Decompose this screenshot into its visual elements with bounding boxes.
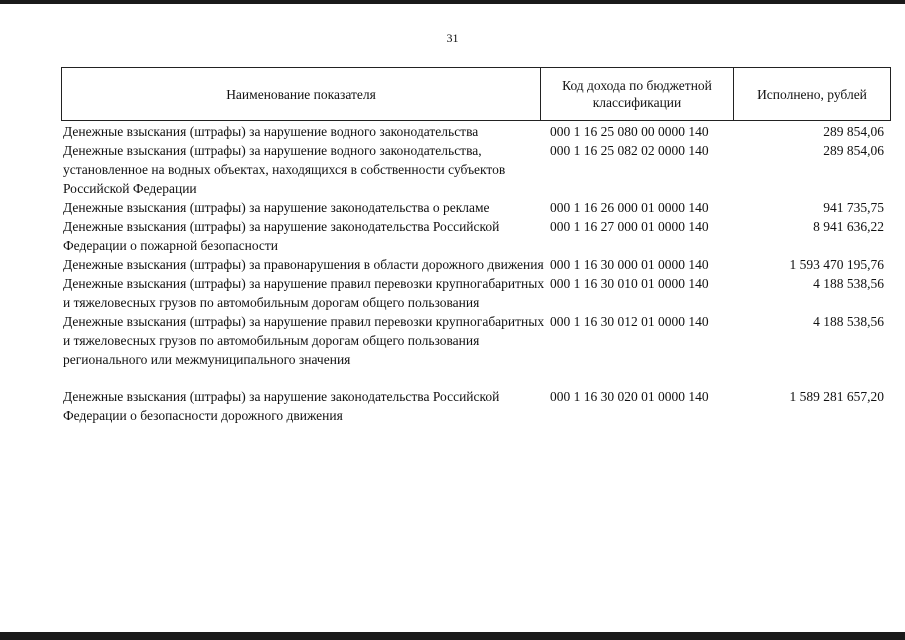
row-name: Денежные взыскания (штрафы) за нарушение правил перевозки крупногабаритных и тяжеловесных грузов по автомобильным дорогам общего пользования регионального или межмуниципального значения: [63, 314, 545, 367]
row-amount: 4 188 538,56: [813, 314, 884, 329]
table-row: [63, 198, 891, 217]
row-amount: 941 735,75: [823, 200, 884, 215]
row-code: 000 1 16 25 080 00 0000 140: [550, 124, 709, 139]
row-amount: 289 854,06: [823, 143, 884, 158]
row-code: 000 1 16 30 000 01 0000 140: [550, 257, 709, 272]
table-row: [63, 217, 891, 255]
page-number: 31: [446, 31, 459, 45]
row-code: 000 1 16 25 082 02 0000 140: [550, 143, 709, 158]
table-row: [63, 122, 891, 141]
row-amount: 4 188 538,56: [813, 276, 884, 291]
bottom-border: [0, 632, 905, 640]
row-code: 000 1 16 30 010 01 0000 140: [550, 276, 709, 291]
row-name: Денежные взыскания (штрафы) за нарушение законодательства о рекламе: [63, 200, 490, 215]
row-name: Денежные взыскания (штрафы) за нарушение законодательства Российской Федерации о пожарной безопасности: [63, 219, 500, 253]
row-code: 000 1 16 26 000 01 0000 140: [550, 200, 709, 215]
table-row: [63, 141, 891, 198]
header-code: Код дохода по бюджетной классификации: [541, 68, 734, 120]
row-name: Денежные взыскания (штрафы) за нарушение водного законодательства: [63, 124, 479, 139]
table-row: [63, 312, 891, 369]
table-body: [63, 122, 891, 425]
table-row: [63, 387, 891, 425]
top-border: [0, 0, 905, 4]
row-name: Денежные взыскания (штрафы) за нарушение законодательства Российской Федерации о безопасности дорожного движения: [63, 389, 500, 423]
row-name: Денежные взыскания (штрафы) за нарушение правил перевозки крупногабаритных и тяжеловесных грузов по автомобильным дорогам общего пользования: [63, 276, 545, 310]
row-name: Денежные взыскания (штрафы) за правонарушения в области дорожного движения: [63, 257, 544, 272]
row-name: Денежные взыскания (штрафы) за нарушение водного законодательства, установленное на водных объектах, находящихся в собственности субъектов Российской Федерации: [63, 143, 506, 196]
header-amount: Исполнено, рублей: [757, 86, 867, 102]
row-amount: 1 589 281 657,20: [789, 389, 884, 404]
table-row: [63, 274, 891, 312]
row-amount: 1 593 470 195,76: [789, 257, 884, 272]
row-code: 000 1 16 30 012 01 0000 140: [550, 314, 709, 329]
row-code: 000 1 16 27 000 01 0000 140: [550, 219, 709, 234]
table-row: [63, 255, 891, 274]
row-amount: 289 854,06: [823, 124, 884, 139]
row-amount: 8 941 636,22: [813, 219, 884, 234]
table-header: [61, 67, 891, 121]
header-name: Наименование показателя: [62, 68, 541, 120]
row-code: 000 1 16 30 020 01 0000 140: [550, 389, 709, 404]
